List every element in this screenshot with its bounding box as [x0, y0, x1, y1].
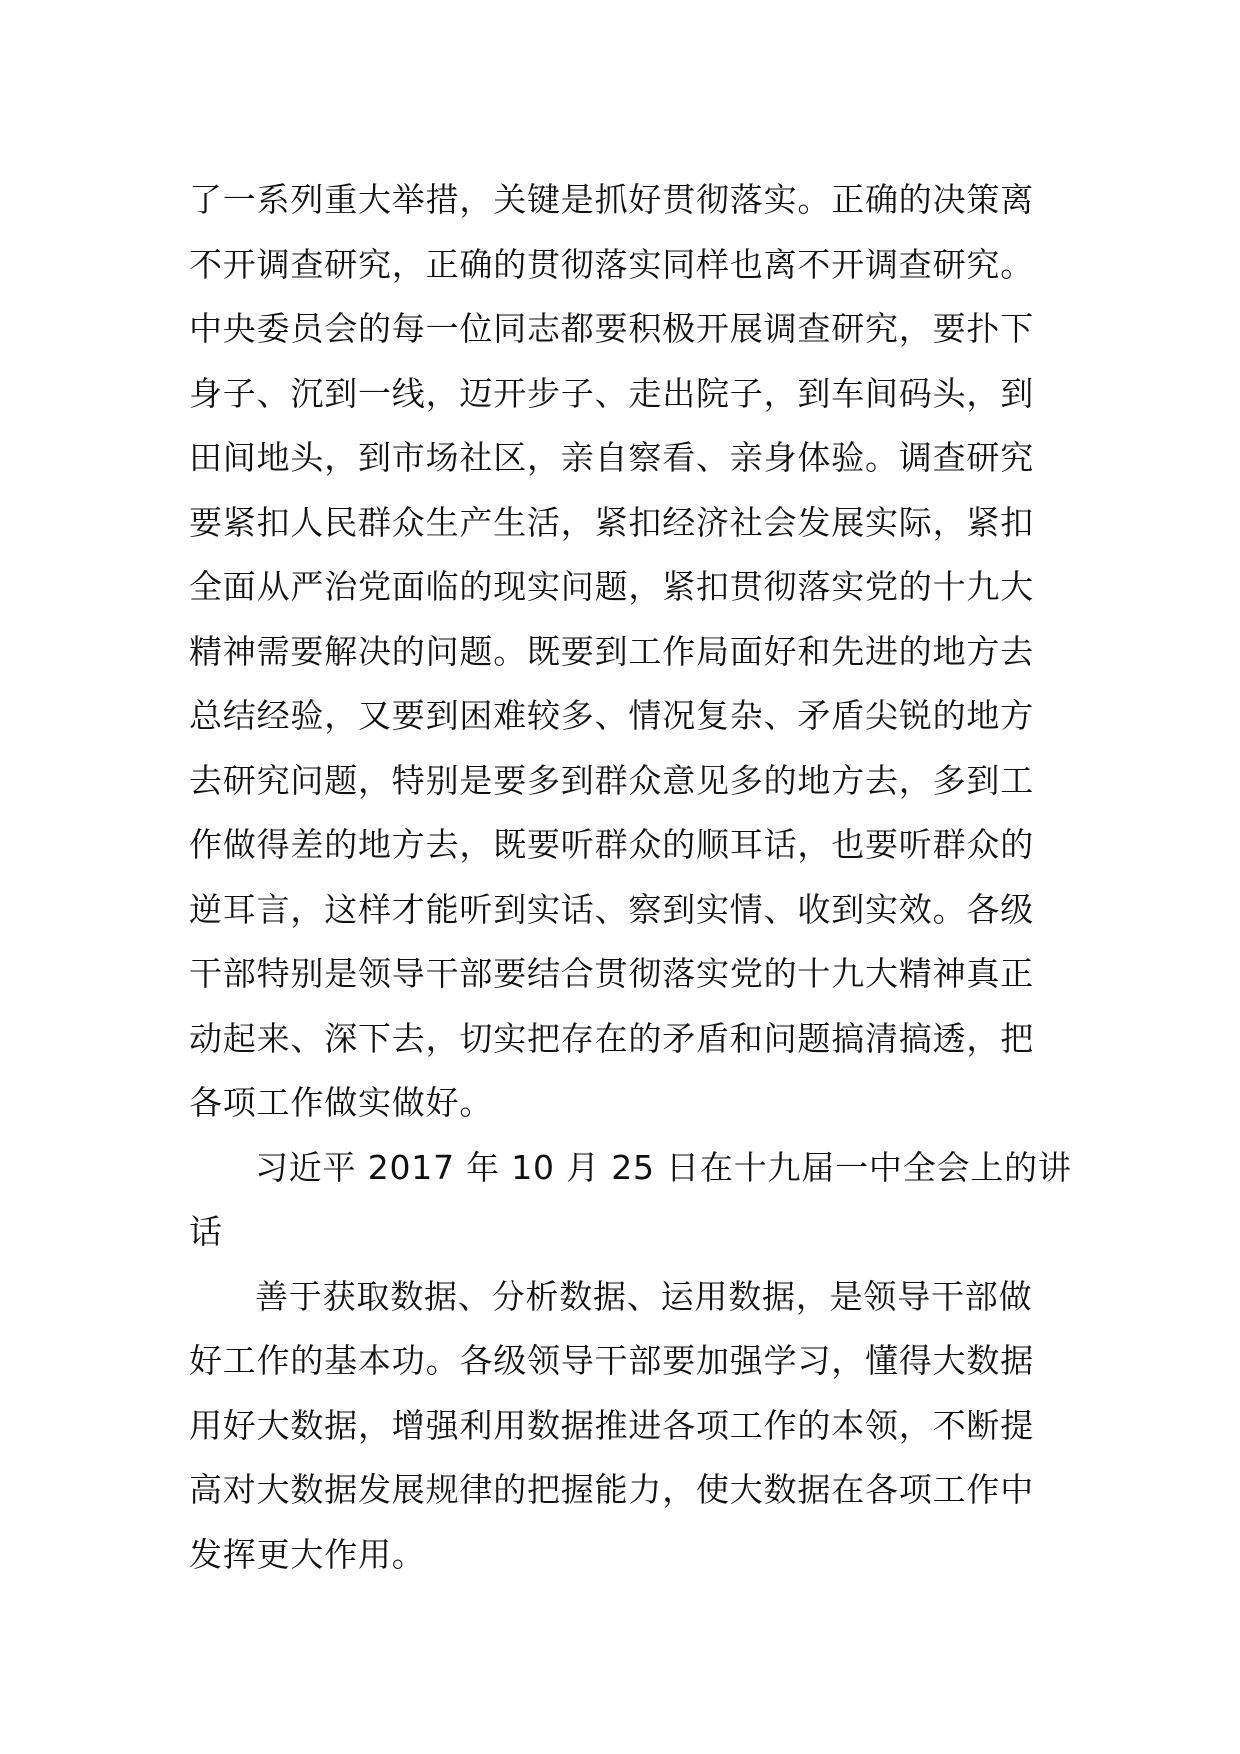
text-line: 去研究问题，特别是要多到群众意见多的地方去，多到工: [189, 760, 1034, 800]
text-line: 总结经验，又要到困难较多、情况复杂、矛盾尖锐的地方: [189, 696, 1034, 735]
paragraph-1: [189, 168, 1059, 1136]
text-line: 精神需要解决的问题。既要到工作局面好和先进的地方去: [189, 631, 1034, 671]
text-line: 了一系列重大举措，关键是抓好贯彻落实。正确的决策离: [189, 180, 1034, 219]
text-line: 逆耳言，这样才能听到实话、察到实情、收到实效。各级: [189, 889, 1034, 929]
paragraph-3: [189, 1265, 1059, 1588]
text-line: 要紧扣人民群众生产生活，紧扣经济社会发展实际，紧扣: [189, 502, 1034, 542]
text-line: 发挥更大作用。: [189, 1534, 426, 1574]
text-line: 身子、沉到一线，迈开步子、走出院子，到车间码头，到: [189, 373, 1034, 413]
text-line: 干部特别是领导干部要结合贯彻落实党的十九大精神真正: [189, 954, 1034, 993]
text-line: 作做得差的地方去，既要听群众的顺耳话，也要听群众的: [189, 825, 1034, 864]
text-line: 高对大数据发展规律的把握能力，使大数据在各项工作中: [189, 1470, 1034, 1509]
text-line: 习近平 2017 年 10 月 25 日在十九届一中全会上的讲: [255, 1147, 1072, 1187]
text-line: 善于获取数据、分析数据、运用数据，是领导干部做: [255, 1276, 1033, 1316]
text-line: 各项工作做实做好。: [189, 1083, 494, 1122]
text-line: 中央委员会的每一位同志都要积极开展调查研究，要扑下: [189, 309, 1034, 348]
paragraph-2-attribution: [189, 1136, 1072, 1265]
text-line: 用好大数据，增强利用数据推进各项工作的本领，不断提: [189, 1405, 1034, 1445]
text-line: 话: [189, 1212, 223, 1251]
text-line: 好工作的基本功。各级领导干部要加强学习，懂得大数据: [189, 1341, 1034, 1380]
body-text: [189, 168, 1072, 1587]
text-line: 不开调查研究，正确的贯彻落实同样也离不开调查研究。: [189, 244, 1034, 284]
text-line: 全面从严治党面临的现实问题，紧扣贯彻落实党的十九大: [189, 567, 1034, 606]
text-line: 动起来、深下去，切实把存在的矛盾和问题搞清搞透，把: [189, 1018, 1034, 1058]
text-line: 田间地头，到市场社区，亲自察看、亲身体验。调查研究: [189, 438, 1034, 477]
